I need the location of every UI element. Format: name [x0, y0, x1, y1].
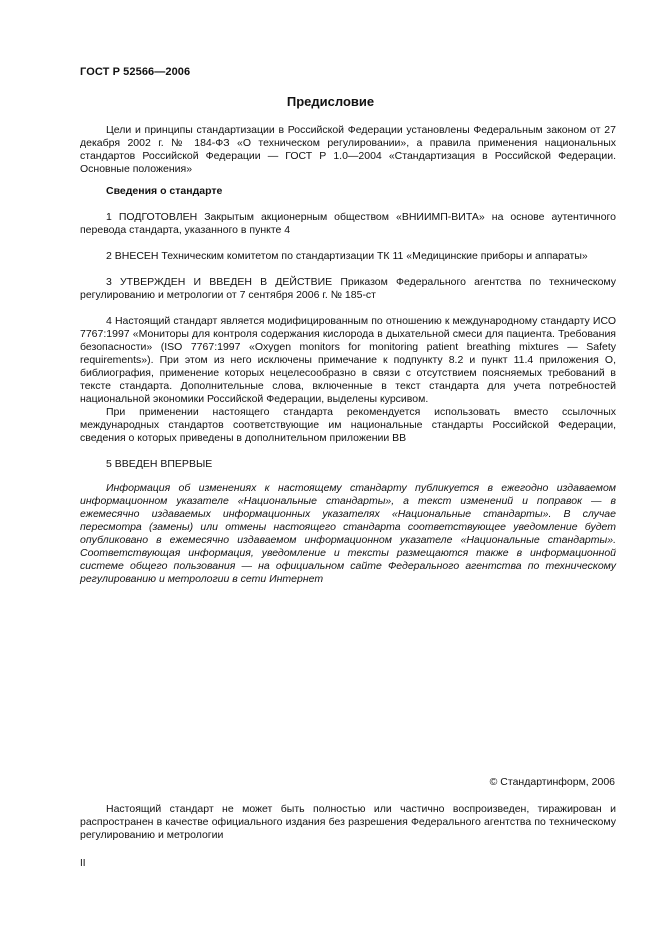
- item-5: 5 ВВЕДЕН ВПЕРВЫЕ: [106, 458, 213, 470]
- page-number: II: [80, 858, 86, 869]
- page-title: Предисловие: [286, 94, 375, 109]
- item-1: 1 ПОДГОТОВЛЕН Закрытым акционерным обществом «ВНИИМП-ВИТА» на основе аутентичного перевода стандарта, указанного в пункте 4: [80, 211, 616, 236]
- standard-code: ГОСТ Р 52566—2006: [80, 66, 191, 78]
- reproduction-notice: Настоящий стандарт не может быть полностью или частично воспроизведен, тиражирован и распространен в качестве официального издания без разрешения Федерального агентства по техническому регулированию и метрологии: [80, 803, 616, 841]
- item-4: 4 Настоящий стандарт является модифицированным по отношению к международному стандарту ИСО 7767:1997 «Мониторы для контроля содержания кислорода в дыхательной смеси для пациента. Требования безопасности» (ISO 7767:1997 «Oxygen monitors for monitoring patient breathing mixtures — Safety requirements»). При этом из него исключены примечание к подпункту 8.2 и пункт 11.4 приложения О, библиография, применение которых нецелесообразно в связи с отсутствием поясняемых требований в тексте стандарта. Дополнительные слова, включенные в текст стандарта для учета потребностей национальной экономики Российской Федерации, выделены курсивом.: [80, 315, 616, 405]
- intro-paragraph: Цели и принципы стандартизации в Российской Федерации установлены Федеральным законом от 27 декабря 2002 г. № 184-ФЗ «О техническом регулировании», а правила применения национальных стандартов Российской Федерации — ГОСТ Р 1.0—2004 «Стандартизация в Российской Федерации. Основные положения»: [80, 124, 616, 175]
- changes-notice: Информация об изменениях к настоящему стандарту публикуется в ежегодно издаваемом информационном указателе «Национальные стандарты», а текст изменений и поправок — в ежемесячно издаваемых информационных указателях «Национальные стандарты». В случае пересмотра (замены) или отмены настоящего стандарта соответствующее уведомление будет опубликовано в ежемесячно издаваемом информационном указателе «Национальные стандарты». Соответствующая информация, уведомление и тексты размещаются также в информационной системе общего пользования — на официальном сайте Федерального агентства по техническому регулированию и метрологии в сети Интернет: [80, 482, 616, 585]
- copyright-line: © Стандартинформ, 2006: [489, 776, 615, 788]
- section-subheading: Сведения о стандарте: [106, 185, 223, 197]
- item-4-note: При применении настоящего стандарта рекомендуется использовать вместо ссылочных международных стандартов соответствующие им национальные стандарты Российской Федерации, сведения о которых приведены в дополнительном приложении ВВ: [80, 406, 616, 444]
- item-2: 2 ВНЕСЕН Техническим комитетом по стандартизации ТК 11 «Медицинские приборы и аппараты»: [106, 250, 588, 262]
- item-3: 3 УТВЕРЖДЕН И ВВЕДЕН В ДЕЙСТВИЕ Приказом Федерального агентства по техническому регулированию и метрологии от 7 сентября 2006 г. № 185-ст: [80, 276, 616, 301]
